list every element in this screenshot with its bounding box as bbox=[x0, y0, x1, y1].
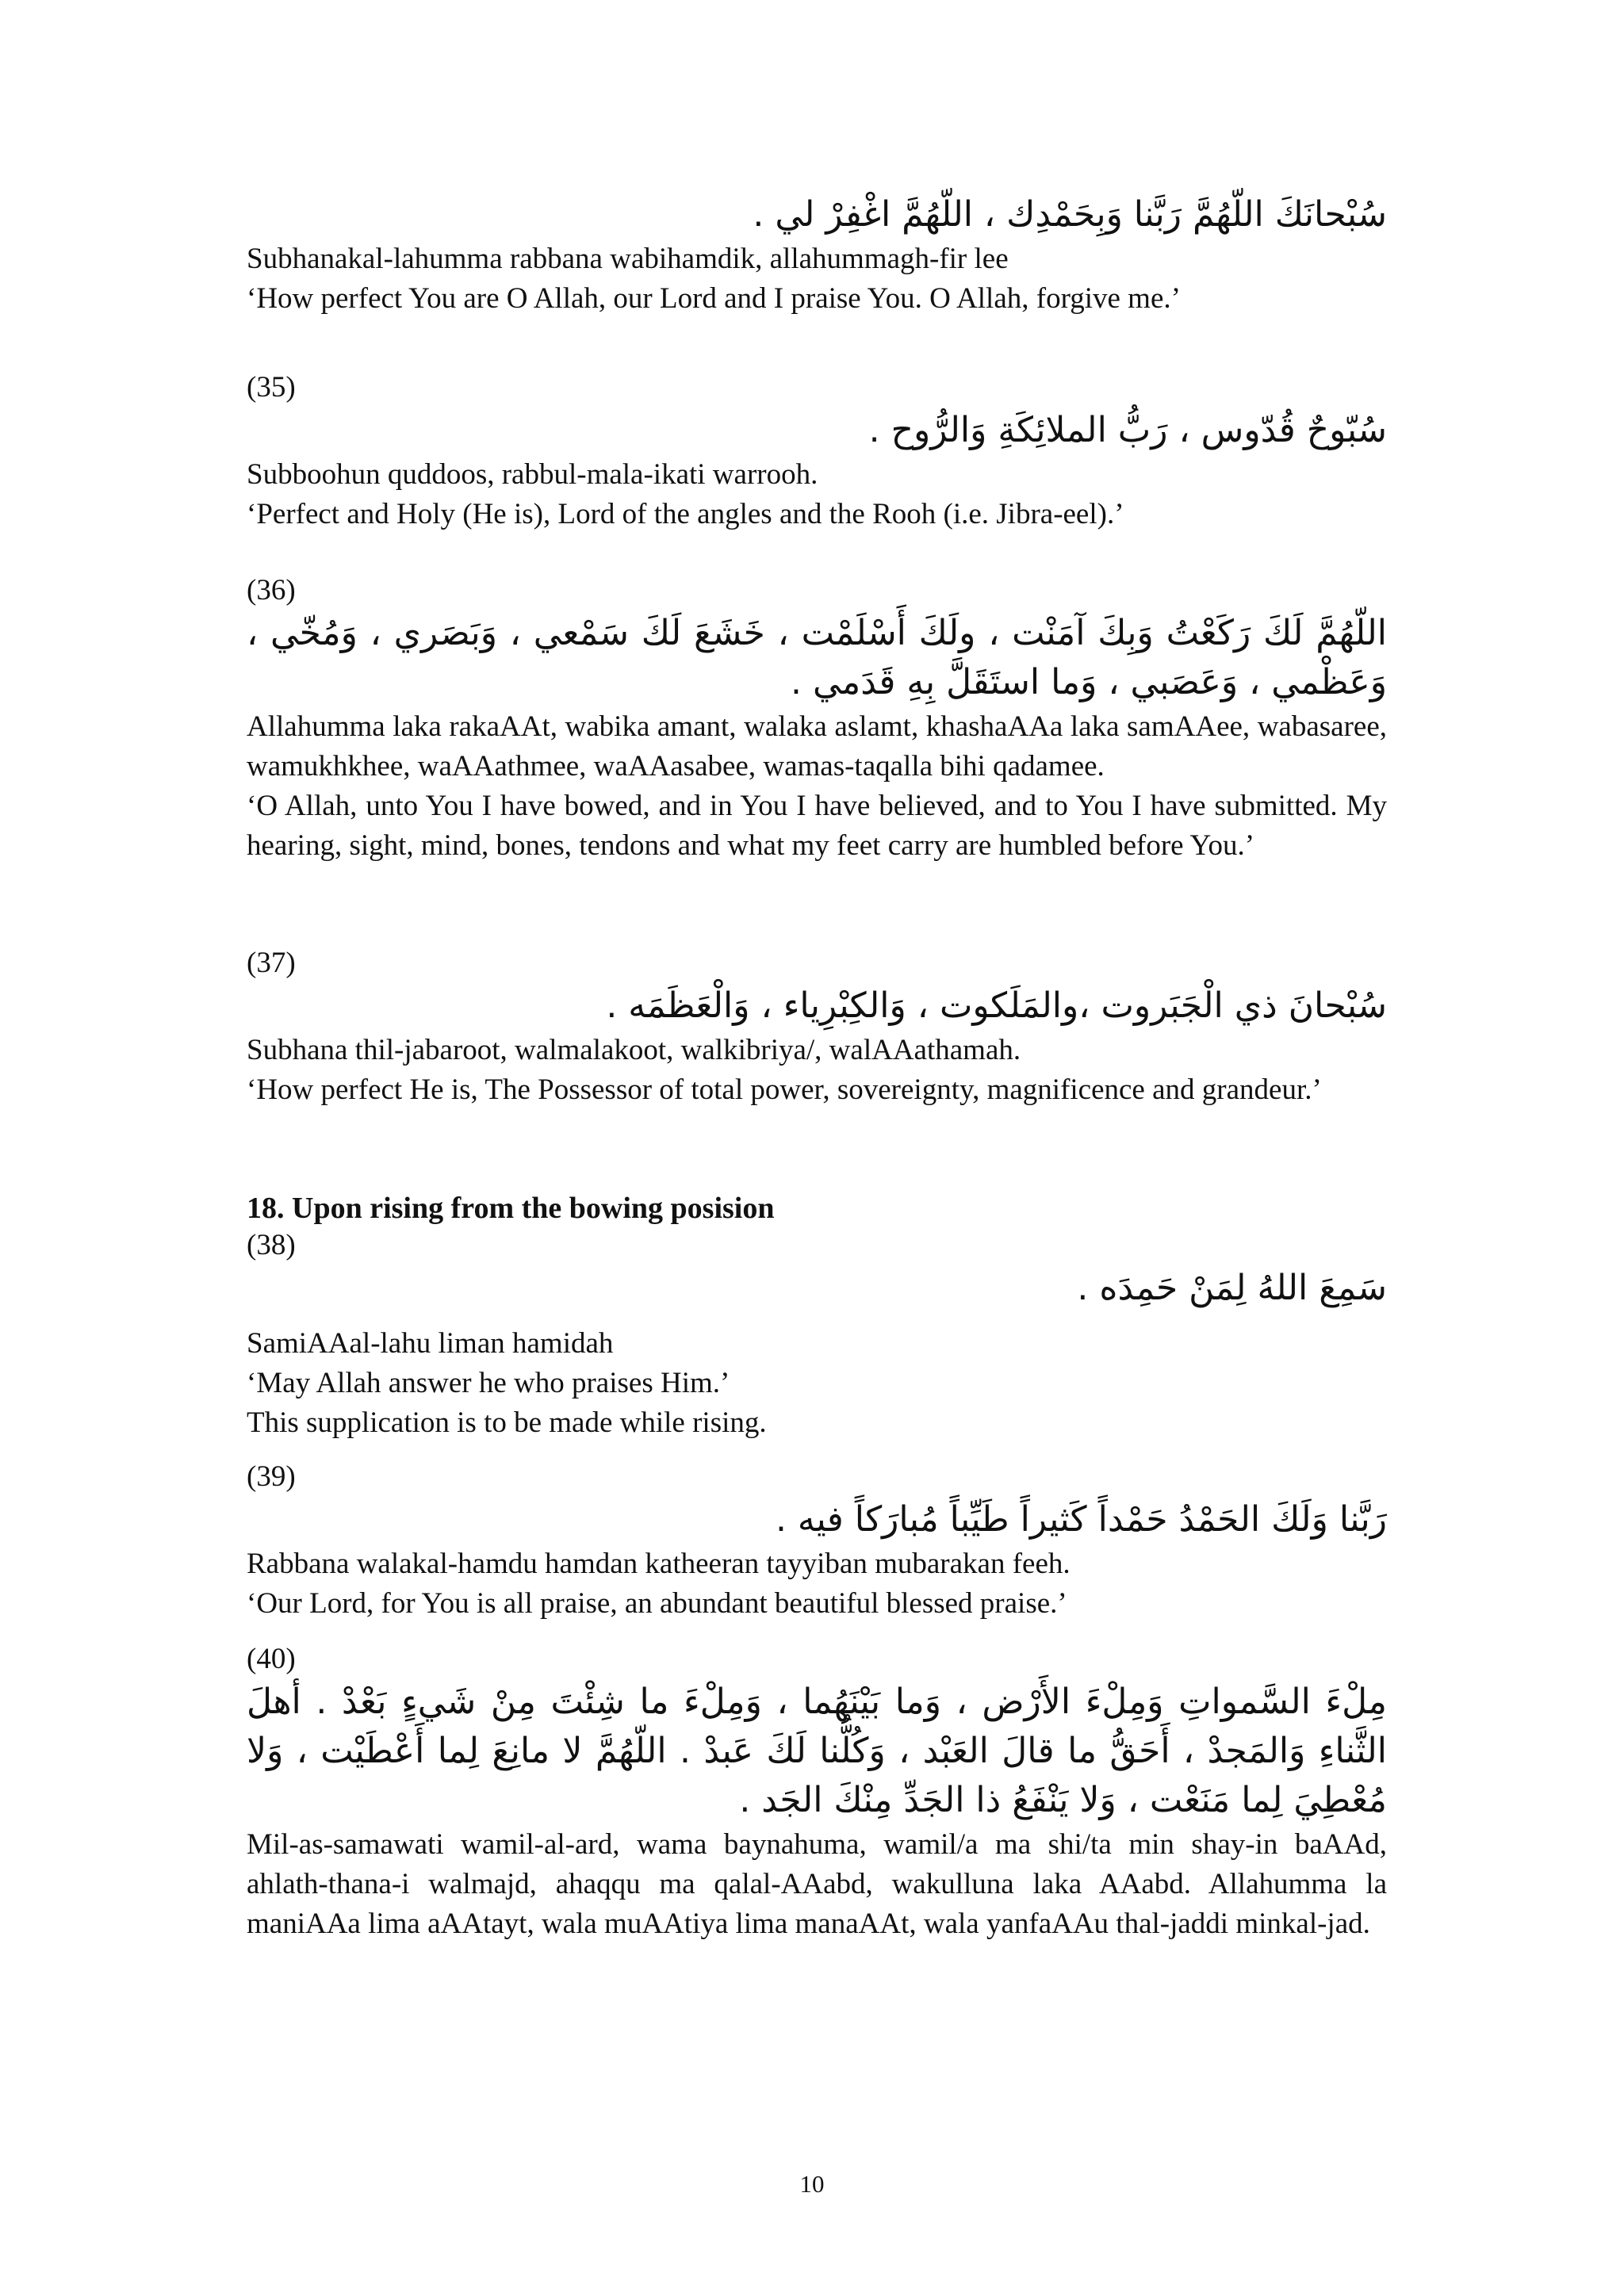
transliteration: Rabbana walakal-hamdu hamdan katheeran tayyiban mubarakan feeh. bbox=[247, 1548, 1071, 1580]
translation: ‘Perfect and Holy (He is), Lord of the angles and the Rooh (i.e. Jibra-eel).’ bbox=[247, 498, 1124, 530]
entry-number: (35) bbox=[247, 371, 296, 404]
translation: ‘O Allah, unto You I have bowed, and in You I have believed, and to You I have submitted. My hearing, sight, mind, bones, tendons and what my feet carry are humbled before You.’ bbox=[247, 790, 1387, 862]
translation: ‘May Allah answer he who praises Him.’ bbox=[247, 1367, 730, 1399]
transliteration: Subboohun quddoos, rabbul-mala-ikati warrooh. bbox=[247, 458, 818, 491]
arabic-text: سَمِعَ اللهُ لِمَنْ حَمِدَه . bbox=[1077, 1268, 1387, 1308]
dhikr-entry-37 bbox=[247, 945, 1387, 1189]
transliteration: Subhana thil-jabaroot, walmalakoot, walkibriya/, walAAathamah. bbox=[247, 1034, 1021, 1066]
section-heading: 18. Upon rising from the bowing posision bbox=[247, 1192, 775, 1225]
dhikr-entry-40 bbox=[247, 1641, 1387, 1944]
arabic-text: سُبْحانَ ذي الْجَبَروت ،والمَلَكوت ، وَالكِبْرِياء ، وَالْعَظَمَه . bbox=[606, 985, 1387, 1026]
dhikr-entry-39 bbox=[247, 1459, 1387, 1641]
translation: ‘How perfect He is, The Possessor of total power, sovereignty, magnificence and grandeur.’ bbox=[247, 1073, 1322, 1106]
arabic-text: رَبَّنا وَلَكَ الحَمْدُ حَمْداً كَثيراً طَيِّباً مُبارَكاً فيه . bbox=[775, 1499, 1387, 1540]
transliteration: Allahumma laka rakaAAt, wabika amant, walaka aslamt, khashaAAa laka samAAee, wabasaree, wamukhkhee, waAAathmee, waAAasabee, wamas-taqalla bihi qadamee. bbox=[247, 710, 1387, 783]
transliteration: Mil-as-samawati wamil-al-ard, wama baynahuma, wamil/a ma shi/ta min shay-in baAAd, ahlath-thana-i walmajd, ahaqqu ma qalal-AAabd, wakulluna laka AAabd. Allahumma la maniAAa lima aAAtayt, wala muAAtiya lima manaAAt, wala yanfaAAu thal-jaddi minkal-jad. bbox=[247, 1828, 1387, 1940]
translation: ‘Our Lord, for You is all praise, an abundant beautiful blessed praise.’ bbox=[247, 1587, 1067, 1620]
entry-number: (37) bbox=[247, 947, 296, 979]
arabic-text: سُبّوحٌ قُدّوس ، رَبُّ الملائِكَةِ وَالرُّوح . bbox=[868, 410, 1387, 450]
dhikr-entry-36 bbox=[247, 572, 1387, 945]
entry-number: (38) bbox=[247, 1229, 296, 1261]
entry-number: (39) bbox=[247, 1460, 296, 1493]
arabic-text: مِلْءَ السَّمواتِ وَمِلْءَ الأَرْض ، وَما بَيْنَهُما ، وَمِلْءَ ما شِئْتَ مِنْ شَيءٍ بَعْدْ . أهلَ الثَّناءِ وَالمَجدْ ، أَحَقُّ ما قالَ العَبْد ، وَكُلُّنا لَكَ عَبدْ . اللّهُمَّ لا مانِعَ لِما أَعْطَيْت ، وَلا مُعْطِيَ لِما مَنَعْت ، وَلا يَنْفَعُ ذا الجَدِّ مِنْكَ الجَد . bbox=[247, 1682, 1387, 1820]
translation: ‘How perfect You are O Allah, our Lord and I praise You. O Allah, forgive me.’ bbox=[247, 282, 1181, 315]
arabic-text: اللّهُمَّ لَكَ رَكَعْتُ وَبِكَ آمَنْت ، ولَكَ أَسْلَمْت ، خَشَعَ لَكَ سَمْعي ، وَبَصَري ، وَمُخّي ، وَعَظْمي ، وَعَصَبي ، وَما استَقَلَّ بِهِ قَدَمي . bbox=[247, 613, 1387, 702]
arabic-text: سُبْحانَكَ اللّهُمَّ رَبَّنا وَبِحَمْدِك ، اللّهُمَّ اغْفِرْ لي . bbox=[753, 194, 1387, 235]
dhikr-entry-35 bbox=[247, 369, 1387, 572]
transliteration: SamiAAal-lahu liman hamidah bbox=[247, 1327, 614, 1360]
transliteration: Subhanakal-lahumma rabbana wabihamdik, allahummagh-fir lee bbox=[247, 243, 1009, 275]
section-block bbox=[247, 1189, 1387, 1459]
entry-number: (40) bbox=[247, 1643, 296, 1675]
page-number: 10 bbox=[799, 2170, 825, 2198]
entry-number: (36) bbox=[247, 574, 296, 607]
dhikr-entry-34 bbox=[247, 190, 1387, 369]
instruction-note: This supplication is to be made while rising. bbox=[247, 1406, 767, 1439]
page-content bbox=[247, 190, 1387, 1944]
